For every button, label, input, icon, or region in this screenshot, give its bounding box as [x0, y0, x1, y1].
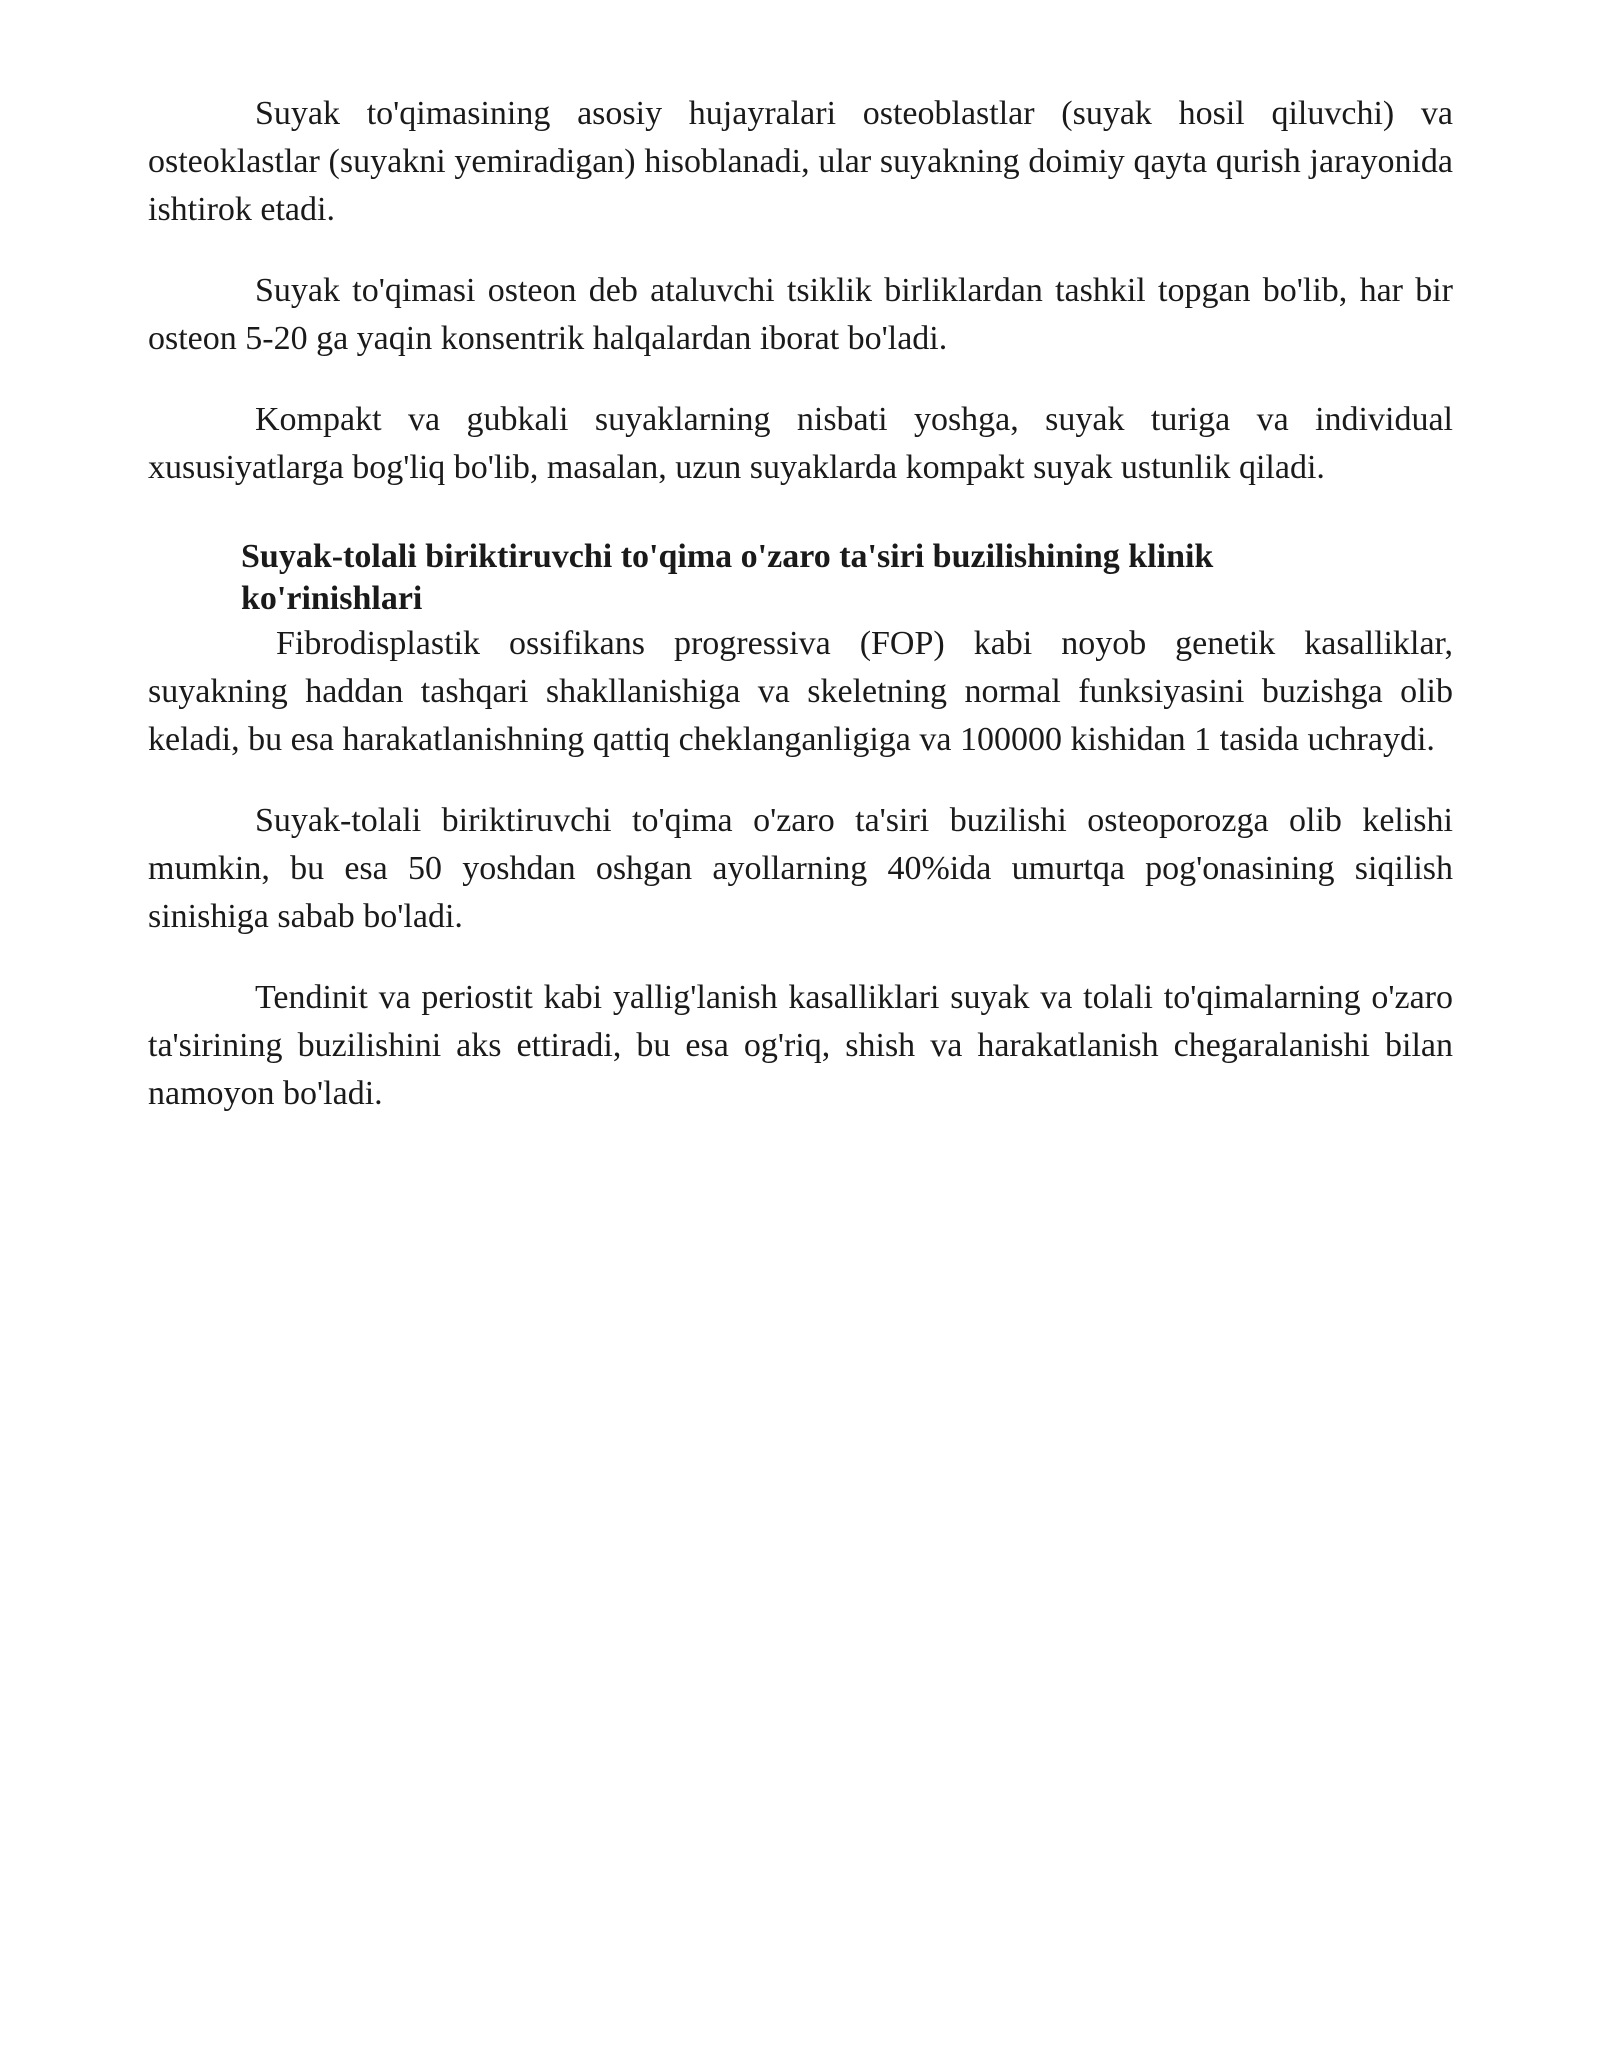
section-heading: Suyak-tolali biriktiruvchi to'qima o'zaro ta'siri buzilishining klinik ko'rinishlari: [241, 538, 1214, 617]
paragraph-inflammation: Tendinit va periostit kabi yallig'lanish kasalliklari suyak va tolali to'qimalarning o'zaro ta'sirining buzilishini aks ettiradi, bu esa og'riq, shish va harakatlanish chegaralanishi bilan namoyon bo'ladi.: [148, 979, 1453, 1112]
paragraph-compact-spongy: Kompakt va gubkali suyaklarning nisbati yoshga, suyak turiga va individual xususiyatlarga bog'liq bo'lib, masalan, uzun suyaklarda kompakt suyak ustunlik qiladi.: [148, 401, 1453, 486]
paragraph-osteon: Suyak to'qimasi osteon deb ataluvchi tsiklik birliklardan tashkil topgan bo'lib, har bir osteon 5-20 ga yaqin konsentrik halqalardan iborat bo'ladi.: [148, 272, 1453, 357]
paragraph-fop: Fibrodisplastik ossifikans progressiva (FOP) kabi noyob genetik kasalliklar, suyakning haddan tashqari shakllanishiga va skeletning normal funksiyasini buzishga olib keladi, bu esa harakatlanishning qattiq cheklanganligiga va 100000 kishidan 1 tasida uchraydi.: [148, 625, 1453, 758]
paragraph-osteoporosis: Suyak-tolali biriktiruvchi to'qima o'zaro ta'siri buzilishi osteoporozga olib kelishi mumkin, bu esa 50 yoshdan oshgan ayollarning 40%ida umurtqa pog'onasining siqilish sinishiga sabab bo'ladi.: [148, 802, 1453, 935]
document-body: [148, 90, 1453, 1151]
paragraph-bone-cells: Suyak to'qimasining asosiy hujayralari osteoblastlar (suyak hosil qiluvchi) va osteoklastlar (suyakni yemiradigan) hisoblanadi, ular suyakning doimiy qayta qurish jarayonida ishtirok etadi.: [148, 95, 1453, 228]
